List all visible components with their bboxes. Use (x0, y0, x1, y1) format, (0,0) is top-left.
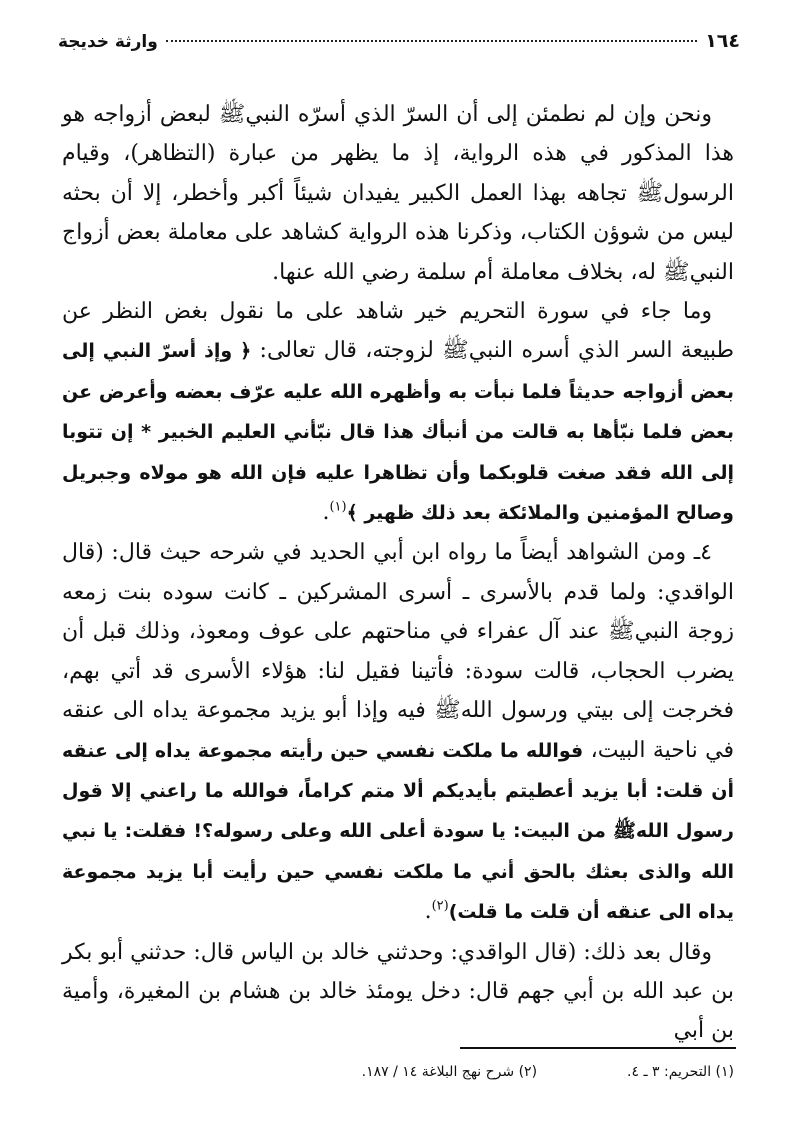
footnote-1: (١) التحريم: ٣ ـ ٤. (627, 1064, 734, 1080)
paragraph-3-text: ٤ـ ومن الشواهد أيضاً ما رواه ابن أبي الحديد في شرحه حيث قال: (قال الواقدي: ولما قدم بالأسرى ـ أسرى المشركين ـ كانت سوده بنت زمعه زوجة النبيﷺ عند آل عفراء في مناحتهم على عوف ومعوذ، وذلك قبل أن يضرب الحجاب، قالت سودة: فأتينا فقيل لنا: هؤلاء الأسرى قد أتي بهم، فخرجت إلى بيتي ورسول اللهﷺ فيه وإذا أبو يزيد مجموعة يداه الى عنقه في ناحية البيت، (62, 540, 734, 763)
page-number: ١٦٤ (705, 30, 740, 52)
paragraph-2: وما جاء في سورة التحريم خير شاهد على ما نقول بغض النظر عن طبيعة السر الذي أسره النبيﷺ لزوجته، قال تعالى: ﴿ وإذ أسرّ النبي إلى بعض أزواجه حديثاً فلما نبأت به وأظهره الله عليه عرّف بعضه وأعرض عن بعض فلما نبّأها به قالت من أنبأك هذا قال نبّأني العليم الخبير * إن تتوبا إلى الله فقد صغت قلوبكما وأن تظاهرا عليه فإن الله هو مولاه وجبريل وصالح المؤمنين والملائكة بعد ذلك ظهير ﴾$^{(١)}$. (62, 299, 734, 526)
header-dot-leader (166, 40, 697, 42)
paragraph-2-intro: وما جاء في سورة التحريم خير شاهد على ما نقول بغض النظر عن طبيعة السر الذي أسره النبيﷺ لزوجته، قال تعالى: (62, 299, 734, 364)
body-text (62, 95, 734, 1051)
quran-verse: ﴿ وإذ أسرّ النبي إلى بعض أزواجه حديثاً فلما نبأت به وأظهره الله عليه عرّف بعضه وأعرض عن بعض فلما نبّأها به قالت من أنبأك هذا قال نبّأني العليم الخبير * إن تتوبا إلى الله فقد صغت قلوبكما وأن تظاهرا عليه فإن الله هو مولاه وجبريل وصالح المؤمنين والملائكة بعد ذلك ظهير ﴾ (62, 340, 734, 525)
running-title: وارثة خديجة (58, 32, 158, 52)
paragraph-3-quote: فوالله ما ملكت نفسي حين رأيته مجموعة يداه إلى عنقه أن قلت: أبا يزيد أعطيتم بأيديكم ألا متم كراماً، فوالله ما راعني إلا قول رسول اللهﷺ من البيت: يا سودة أعلى الله وعلى رسوله؟! فقلت: يا نبي الله والذى بعثك بالحق أني ما ملكت نفسي حين رأيت أبا يزيد مجموعة يداه الى عنقه أن قلت ما قلت) (62, 739, 734, 924)
page-header (58, 30, 740, 60)
paragraph-1: ونحن وإن لم نطمئن إلى أن السرّ الذي أسرّه النبيﷺ لبعض أزواجه هو هذا المذكور في هذه الرواية، إذ ما يظهر من عبارة (التظاهر)، وقيام الرسولﷺ تجاهه بهذا العمل الكبير يفيدان شيئاً أكبر وأخطر، إلا أن بحثه ليس من شوؤن الكتاب، وذكرنا هذه الرواية كشاهد على معاملة بعض أزواج النبيﷺ له، بخلاف معاملة أم سلمة رضي الله عنها. (62, 102, 734, 285)
footnote-2: (٢) شرح نهج البلاغة ١٤ / ١٨٧. (361, 1064, 538, 1080)
footnote-ref-1: (١) (329, 499, 347, 515)
footnote-ref-2: (٢) (431, 898, 449, 914)
paragraph-4: وقال بعد ذلك: (قال الواقدي: وحدثني خالد بن الياس قال: حدثني أبو بكر بن عبد الله بن أبي جهم قال: دخل يومئذ خالد بن هشام بن المغيرة، وأمية بن أبي (62, 939, 734, 1044)
footnotes (62, 1064, 734, 1080)
paragraph-3: ٤ـ ومن الشواهد أيضاً ما رواه ابن أبي الحديد في شرحه حيث قال: (قال الواقدي: ولما قدم بالأسرى ـ أسرى المشركين ـ كانت سوده بنت زمعه زوجة النبيﷺ عند آل عفراء في مناحتهم على عوف ومعوذ، وذلك قبل أن يضرب الحجاب، قالت سودة: فأتينا فقيل لنا: هؤلاء الأسرى قد أتي بهم، فخرجت إلى بيتي ورسول اللهﷺ فيه وإذا أبو يزيد مجموعة يداه الى عنقه في ناحية البيت، فوالله ما ملكت نفسي حين رأيته مجموعة يداه إلى عنقه أن قلت: أبا يزيد أعطيتم بأيديكم ألا متم كراماً، فوالله ما راعني إلا قول رسول اللهﷺ من البيت: يا سودة أعلى الله وعلى رسوله؟! فقلت: يا نبي الله والذى بعثك بالحق أني ما ملكت نفسي حين رأيت أبا يزيد مجموعة يداه الى عنقه أن قلت ما قلت)$^{(٢)}$. (62, 540, 734, 925)
footnote-separator (460, 1047, 736, 1049)
